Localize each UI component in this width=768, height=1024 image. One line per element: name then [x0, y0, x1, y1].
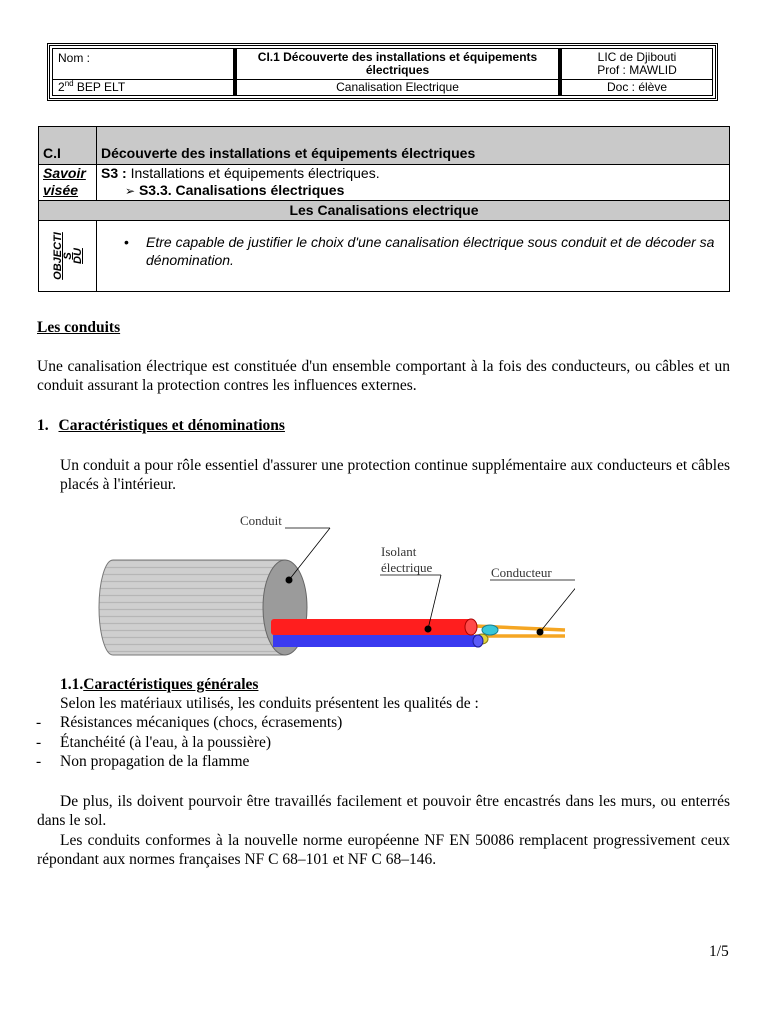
- section-title: Les Canalisations electrique: [39, 201, 730, 221]
- nom-label: Nom :: [58, 51, 91, 65]
- objectif-label-line3: DU: [71, 248, 84, 264]
- paragraph-norme: Les conduits conformes à la nouvelle norme européenne NF EN 50086 remplacent progressivement ceux répondant aux normes françaises NF C 68–101 et NF C 68–146.: [37, 832, 730, 868]
- insulation-end-cyan: [482, 625, 498, 635]
- isolant-label-line2: électrique: [381, 560, 433, 575]
- savoir-content: [97, 165, 730, 201]
- intro-paragraph: Une canalisation électrique est constituée d'un ensemble comportant à la fois des conducteurs, ou câbles et un conduit assurant la protection contres les influences externes.: [37, 358, 730, 394]
- conduit-label-text: Conduit: [240, 513, 282, 528]
- quality-item: [36, 713, 342, 732]
- objectif-label-line1: OBJECTI: [51, 232, 64, 280]
- objectif-content: [97, 221, 730, 292]
- ci-title: Découverte des installations et équipements électriques: [97, 127, 730, 165]
- blue-wire: [273, 635, 483, 647]
- subject-cell: Canalisation Electrique: [235, 80, 560, 96]
- section1-paragraph: Un conduit a pour rôle essentiel d'assurer une protection continue supplémentaire aux conducteurs et câbles placés à l'intérieur.: [60, 457, 730, 493]
- course-info-table: [38, 126, 730, 292]
- dash-bullet: -: [36, 734, 42, 751]
- class-cell: [53, 80, 236, 96]
- section1-title: Caractéristiques et dénominations: [58, 417, 285, 434]
- sub11-title: Caractéristiques générales: [83, 676, 259, 693]
- s3-text: Installations et équipements électriques.: [126, 165, 380, 181]
- doc-type-cell: Doc : élève: [560, 80, 713, 96]
- objectif-label-line2: S: [61, 252, 74, 260]
- s3-prefix: S3 :: [101, 165, 127, 181]
- quality-text: Étanchéité (à l'eau, à la poussière): [60, 734, 272, 751]
- savoir-label-line2: visée: [43, 182, 79, 198]
- conduit-diagram: [95, 508, 575, 668]
- sub11-number: 1.1.: [60, 676, 84, 693]
- document-header: [47, 43, 718, 101]
- s33-text: S3.3. Canalisations électriques: [138, 182, 345, 198]
- conduits-heading: Les conduits: [37, 319, 121, 336]
- school-cell: [560, 49, 713, 80]
- label-conducteur: [490, 565, 575, 636]
- objectif-list: [101, 233, 725, 269]
- dash-bullet: -: [36, 753, 42, 770]
- dash-bullet: -: [36, 714, 42, 731]
- class-number: 2: [58, 80, 65, 94]
- savoir-label-line1: Savoir: [43, 165, 86, 181]
- quality-text: Non propagation de la flamme: [60, 753, 250, 770]
- savoir-label: [39, 165, 97, 201]
- class-superscript: nd: [64, 79, 74, 88]
- page-number: 1/5: [709, 943, 729, 960]
- red-wire: [271, 619, 477, 635]
- header-title: CI.1 Découverte des installations et équipements électriques: [235, 49, 560, 80]
- conducteur-label-text: Conducteur: [491, 565, 552, 580]
- sub11-heading: [60, 675, 258, 694]
- nom-field: [53, 49, 236, 80]
- class-name: BEP ELT: [73, 80, 126, 94]
- teacher-name: Prof : MAWLID: [597, 63, 677, 77]
- quality-text: Résistances mécaniques (chocs, écrasements): [60, 714, 343, 731]
- arrow-bullet-icon: ➢: [125, 184, 136, 198]
- paragraph-de-plus: De plus, ils doivent pourvoir être travaillés facilement et pouvoir être encastrés dans les murs, ou enterrés dans le sol.: [37, 793, 730, 829]
- sub11-intro: Selon les matériaux utilisés, les conduits présentent les qualités de :: [60, 695, 479, 712]
- section1-number: 1.: [37, 417, 49, 434]
- quality-item: [36, 752, 249, 771]
- quality-item: [36, 733, 271, 752]
- ci-label: C.I: [39, 127, 97, 165]
- objectif-item: • Etre capable de justifier le choix d'une canalisation électrique sous conduit et de décoder sa dénomination.: [146, 233, 725, 269]
- school-name: LIC de Djibouti: [597, 50, 677, 64]
- isolant-label-line1: Isolant: [381, 544, 417, 559]
- section1-heading: [37, 416, 285, 435]
- objectif-label: [39, 221, 97, 292]
